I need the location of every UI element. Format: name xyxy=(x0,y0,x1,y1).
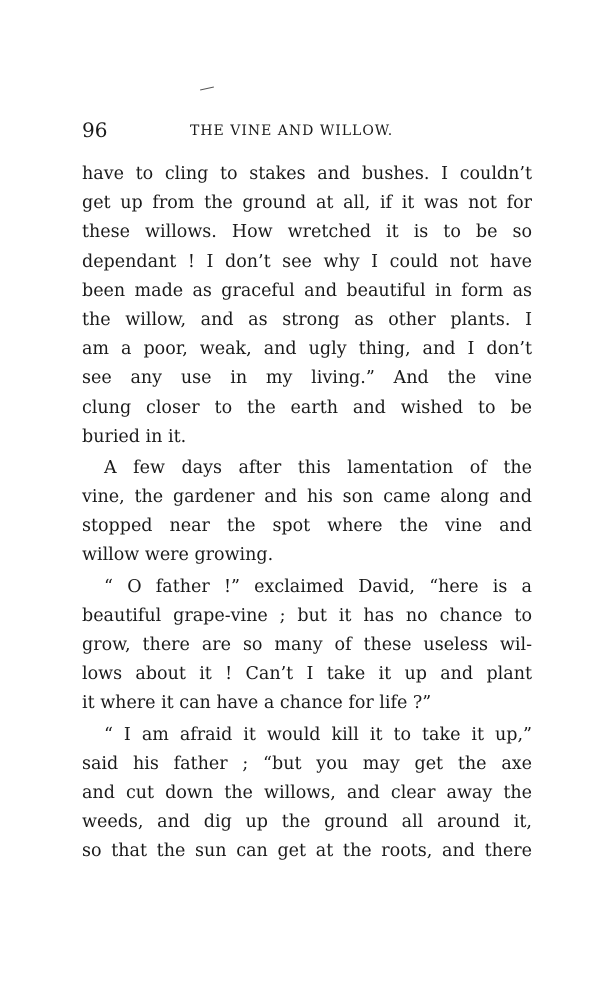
text-line: vine, the gardener and his son came along and xyxy=(82,487,532,508)
paragraph-2 xyxy=(82,454,532,571)
text-line: buried in it. xyxy=(82,426,187,447)
text-line: stopped near the spot where the vine and xyxy=(82,516,532,537)
page-header xyxy=(82,118,532,142)
text-line: and cut down the willows, and clear away the xyxy=(82,782,532,803)
text-line: A few days after this lamentation of the xyxy=(104,457,532,478)
text-line: willow were growing. xyxy=(82,545,274,566)
text-line: am a poor, weak, and ugly thing, and I don’t xyxy=(82,339,532,360)
ink-mark xyxy=(200,87,214,91)
text-line: these willows. How wretched it is to be so xyxy=(82,222,532,243)
text-line: have to cling to stakes and bushes. I couldn’t xyxy=(82,164,532,184)
paragraph-4 xyxy=(82,721,532,867)
text-line: grow, there are so many of these useless wil- xyxy=(82,635,532,655)
text-line: been made as graceful and beautiful in form as xyxy=(82,280,532,301)
text-line: “ I am afraid it would kill it to take it up,” xyxy=(104,724,532,745)
paragraph-1 xyxy=(82,160,532,452)
text-line: it where it can have a chance for life ?” xyxy=(82,693,432,714)
text-line: beautiful grape-vine ; but it has no chance to xyxy=(82,605,532,626)
text-line: said his father ; “but you may get the axe xyxy=(82,753,532,774)
text-line: so that the sun can get at the roots, and there xyxy=(82,841,532,862)
body-text xyxy=(82,160,532,867)
text-line: clung closer to the earth and wished to be xyxy=(82,397,532,418)
text-line: “ O father !” exclaimed David, “here is a xyxy=(104,576,532,597)
text-line: lows about it ! Can’t I take it up and plant xyxy=(82,664,532,685)
text-line: weeds, and dig up the ground all around it, xyxy=(82,812,532,833)
text-line: get up from the ground at all, if it was not for xyxy=(82,193,532,214)
text-line: the willow, and as strong as other plants. I xyxy=(82,309,532,330)
running-title: THE VINE AND WILLOW. xyxy=(190,123,394,139)
paragraph-3 xyxy=(82,573,532,719)
text-line: dependant ! I don’t see why I could not have xyxy=(82,251,532,272)
text-line: see any use in my living.” And the vine xyxy=(82,368,532,389)
page-number: 96 xyxy=(82,118,108,142)
